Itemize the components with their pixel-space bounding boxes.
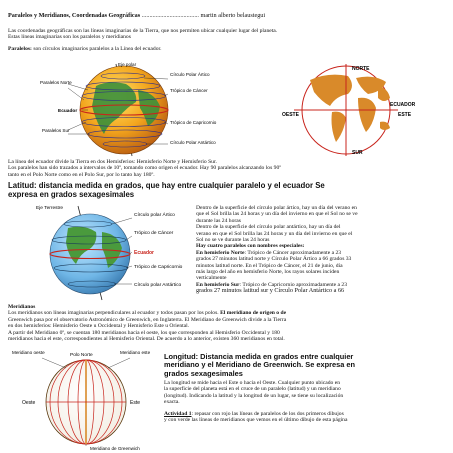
longitud-text — [164, 380, 452, 423]
label-circulo-polar-antartico: Círculo Polar Antártico — [170, 140, 216, 145]
longitud-line: exacta. — [164, 399, 180, 406]
hn-text: : Trópico de Cáncer aproximadamente a 23 — [244, 249, 342, 256]
label-tropico-cancer: Trópico de Cáncer — [134, 231, 174, 236]
label-tropico-capricornio: Trópico de Capricornio — [170, 120, 217, 125]
latitude-globe-diagram — [8, 202, 198, 302]
latitude-explanation — [196, 205, 450, 295]
parallels-globe-diagram — [8, 62, 240, 158]
rt-line: grados 27 minutos latitud sur y Círculo Polar Antártico a 66 — [196, 287, 345, 295]
meridianos-line-5: meridianos hacia el este, correspondientes al Hemisferio Oriental. De acuerdo a lo anterior, existen 360 meridianos en total. — [8, 336, 285, 343]
page-title: Paralelos y Meridianos, Coordenadas Geográficas — [8, 12, 141, 19]
rt-line: verticalmente — [196, 275, 227, 282]
label-tropico-capricornio: Trópico de Capricornio — [134, 265, 183, 270]
longitud-line: (longitud). Indicando la latitud y la longitud de un lugar, se tiene su localización — [164, 392, 344, 399]
special-parallels-heading: Hay cuatro paralelos con nombres especiales: — [196, 243, 305, 250]
longitud-heading-line: meridiano y el Meridiano de Greenwich. Se expresa en — [164, 360, 355, 370]
label-meridiano-oeste: Meridiano oeste — [12, 350, 45, 355]
world-map-diagram — [244, 62, 448, 158]
paralelos-label: Paralelos: — [8, 45, 32, 52]
longitud-line: La longitud se mide hacia el Este o hacia el Oeste. Cualquier punto ubicado en — [164, 380, 340, 386]
label-polo-norte: Polo Norte — [70, 353, 93, 358]
actividad-text: : repasar con rojo las líneas de paralelos de los dos primeros dibujos — [191, 410, 344, 417]
hn-label: En hemisferio Norte — [196, 249, 245, 256]
label-tropico-cancer: Trópico de Cáncer — [170, 88, 208, 93]
longitud-heading — [164, 353, 450, 378]
label-paralelos-norte: Paralelos Norte — [40, 80, 72, 85]
intro-line-1: Las coordenadas geográficas son las líneas imaginarias de la Tierra, que nos permiten ubicar cualquier lugar del planeta. — [8, 28, 278, 34]
actividad-label: Actividad 1 — [164, 410, 192, 417]
header — [8, 13, 265, 19]
label-meridiano-este: Meridiano este — [120, 350, 151, 355]
label-oeste: Oeste — [22, 400, 36, 406]
paralelos-text: son círculos imaginarios paralelos a la Línea del ecuador. — [31, 45, 162, 52]
meridianos-line-4: A partir del Meridiano 0º, se cuentan 180 meridianos hacia el oeste, los que corresponden al Hemisferio Occidental y 180 — [8, 329, 280, 336]
rt-line: Dentro de la superficie del círculo polar ártico, hay un día del verano en — [196, 205, 357, 211]
rt-line: verano en que el Sol brilla las 24 horas y un día del invierno en que el — [196, 230, 353, 237]
para2-line-1: La línea del ecuador divide la Tierra en dos Hemisferios: Hemisferio Norte y Hemisferio Sur. — [8, 159, 217, 165]
label-este: ESTE — [398, 112, 412, 118]
label-circulo-polar-artico: Círculo Polar Ártico — [170, 72, 210, 77]
longitud-heading-line: Longitud: Distancia medida en grados entre cualquier — [164, 352, 354, 361]
label-este: Este — [130, 400, 141, 406]
longitud-line: la superficie del planeta está en el cruce de un paralelo (latitud) y un meridiano — [164, 386, 341, 393]
label-circulo-polar-antartico: Círculo polar Antártico — [134, 283, 182, 288]
paralelos-definition — [8, 46, 448, 52]
label-circulo-polar-artico: Círculo polar Ártico — [134, 213, 175, 218]
label-map-ecuador: ECUADOR — [390, 102, 416, 108]
latitud-heading-line-1: Latitud: distancia medida en grados, que hay entre cualquier paralelo y el ecuador Se — [8, 181, 325, 190]
intro — [8, 28, 448, 52]
meridianos-section — [8, 304, 450, 342]
origin-text: El meridiano de origen o de — [220, 310, 287, 317]
hemispheres-paragraph — [8, 159, 448, 178]
para2-line-3: tanto en el Polo Norte como en el Polo Sur, por lo tanto hay 180º. — [8, 171, 155, 178]
latitud-heading-line-2: expresa en grados sexagesimales — [8, 190, 135, 199]
meridianos-line-1: Los meridianos son líneas imaginarias perpendiculares al ecuador y todos pasan por los polos. El meridiano de origen o de — [8, 310, 287, 317]
rt-line: minutos latitud norte. En el Trópico de Cáncer, el 21 de junio, día — [196, 262, 343, 269]
label-ecuador: Ecuador — [58, 109, 78, 114]
label-eje-terrestre-1: Eje Terrestre — [36, 206, 64, 211]
hs-text: : Trópico de Capricornio aproximadamente a 23 — [239, 281, 348, 288]
label-ecuador: Ecuador — [134, 250, 155, 256]
label-norte: NORTE — [352, 66, 370, 72]
rt-line: Dentro de la superficie del círculo polar antártico, hay un día del — [196, 224, 341, 231]
author: martin alberto belaustegui — [200, 12, 266, 19]
para2-line-2: Los paralelos han sido trazados a intervalos de 10º, tomando como origen el ecuador. Hay 90 paralelos alcanzando los 90º — [8, 165, 281, 172]
label-eje-polar: Eje polar — [118, 62, 137, 67]
meridians-globe-diagram — [8, 348, 168, 452]
longitud-heading-line: grados sexagesimales — [164, 368, 243, 378]
label-sur: SUR — [352, 150, 363, 156]
meridianos-line-2: Greenwich pasa por el observatorio Astronómico de Greenwich, en Inglaterra. El Meridiano de Greenwich divide a la Tierra — [8, 316, 287, 323]
label-paralelos-sur: Paralelos Sur — [42, 128, 70, 133]
rt-line: más largo del año en hemisferio Norte, los rayos solares inciden — [196, 269, 340, 276]
label-oeste: OESTE — [282, 112, 299, 118]
hs-label: En hemisferio Sur — [196, 281, 240, 288]
actividad-line-2: y con verde las líneas de meridianos que vemos en el último dibujo de esta página — [164, 417, 348, 424]
rt-line: durante las 24 horas — [196, 217, 241, 224]
meridianos-label: Meridianos — [8, 304, 36, 310]
title-dots: ..................................... — [141, 12, 199, 19]
label-meridiano-greenwich: Meridiano de Greenwich — [90, 446, 140, 451]
rt-line: grados 27 minutos latitud norte y Círculo Polar Ártico a 66 grados 33 — [196, 256, 352, 263]
intro-line-2: Estas líneas imaginarias son los paralelos y meridianos — [8, 34, 131, 41]
latitud-heading — [8, 181, 448, 199]
rt-line: Sol no se ve durante las 24 horas — [196, 237, 270, 244]
rt-line: que el Sol brilla las 24 horas y un día del invierno en que el Sol no se ve — [196, 211, 358, 218]
meridianos-line-3: en dos hemisferios: Hemisferio Oeste u Occidental y Hemisferio Este u Oriental. — [8, 323, 190, 330]
